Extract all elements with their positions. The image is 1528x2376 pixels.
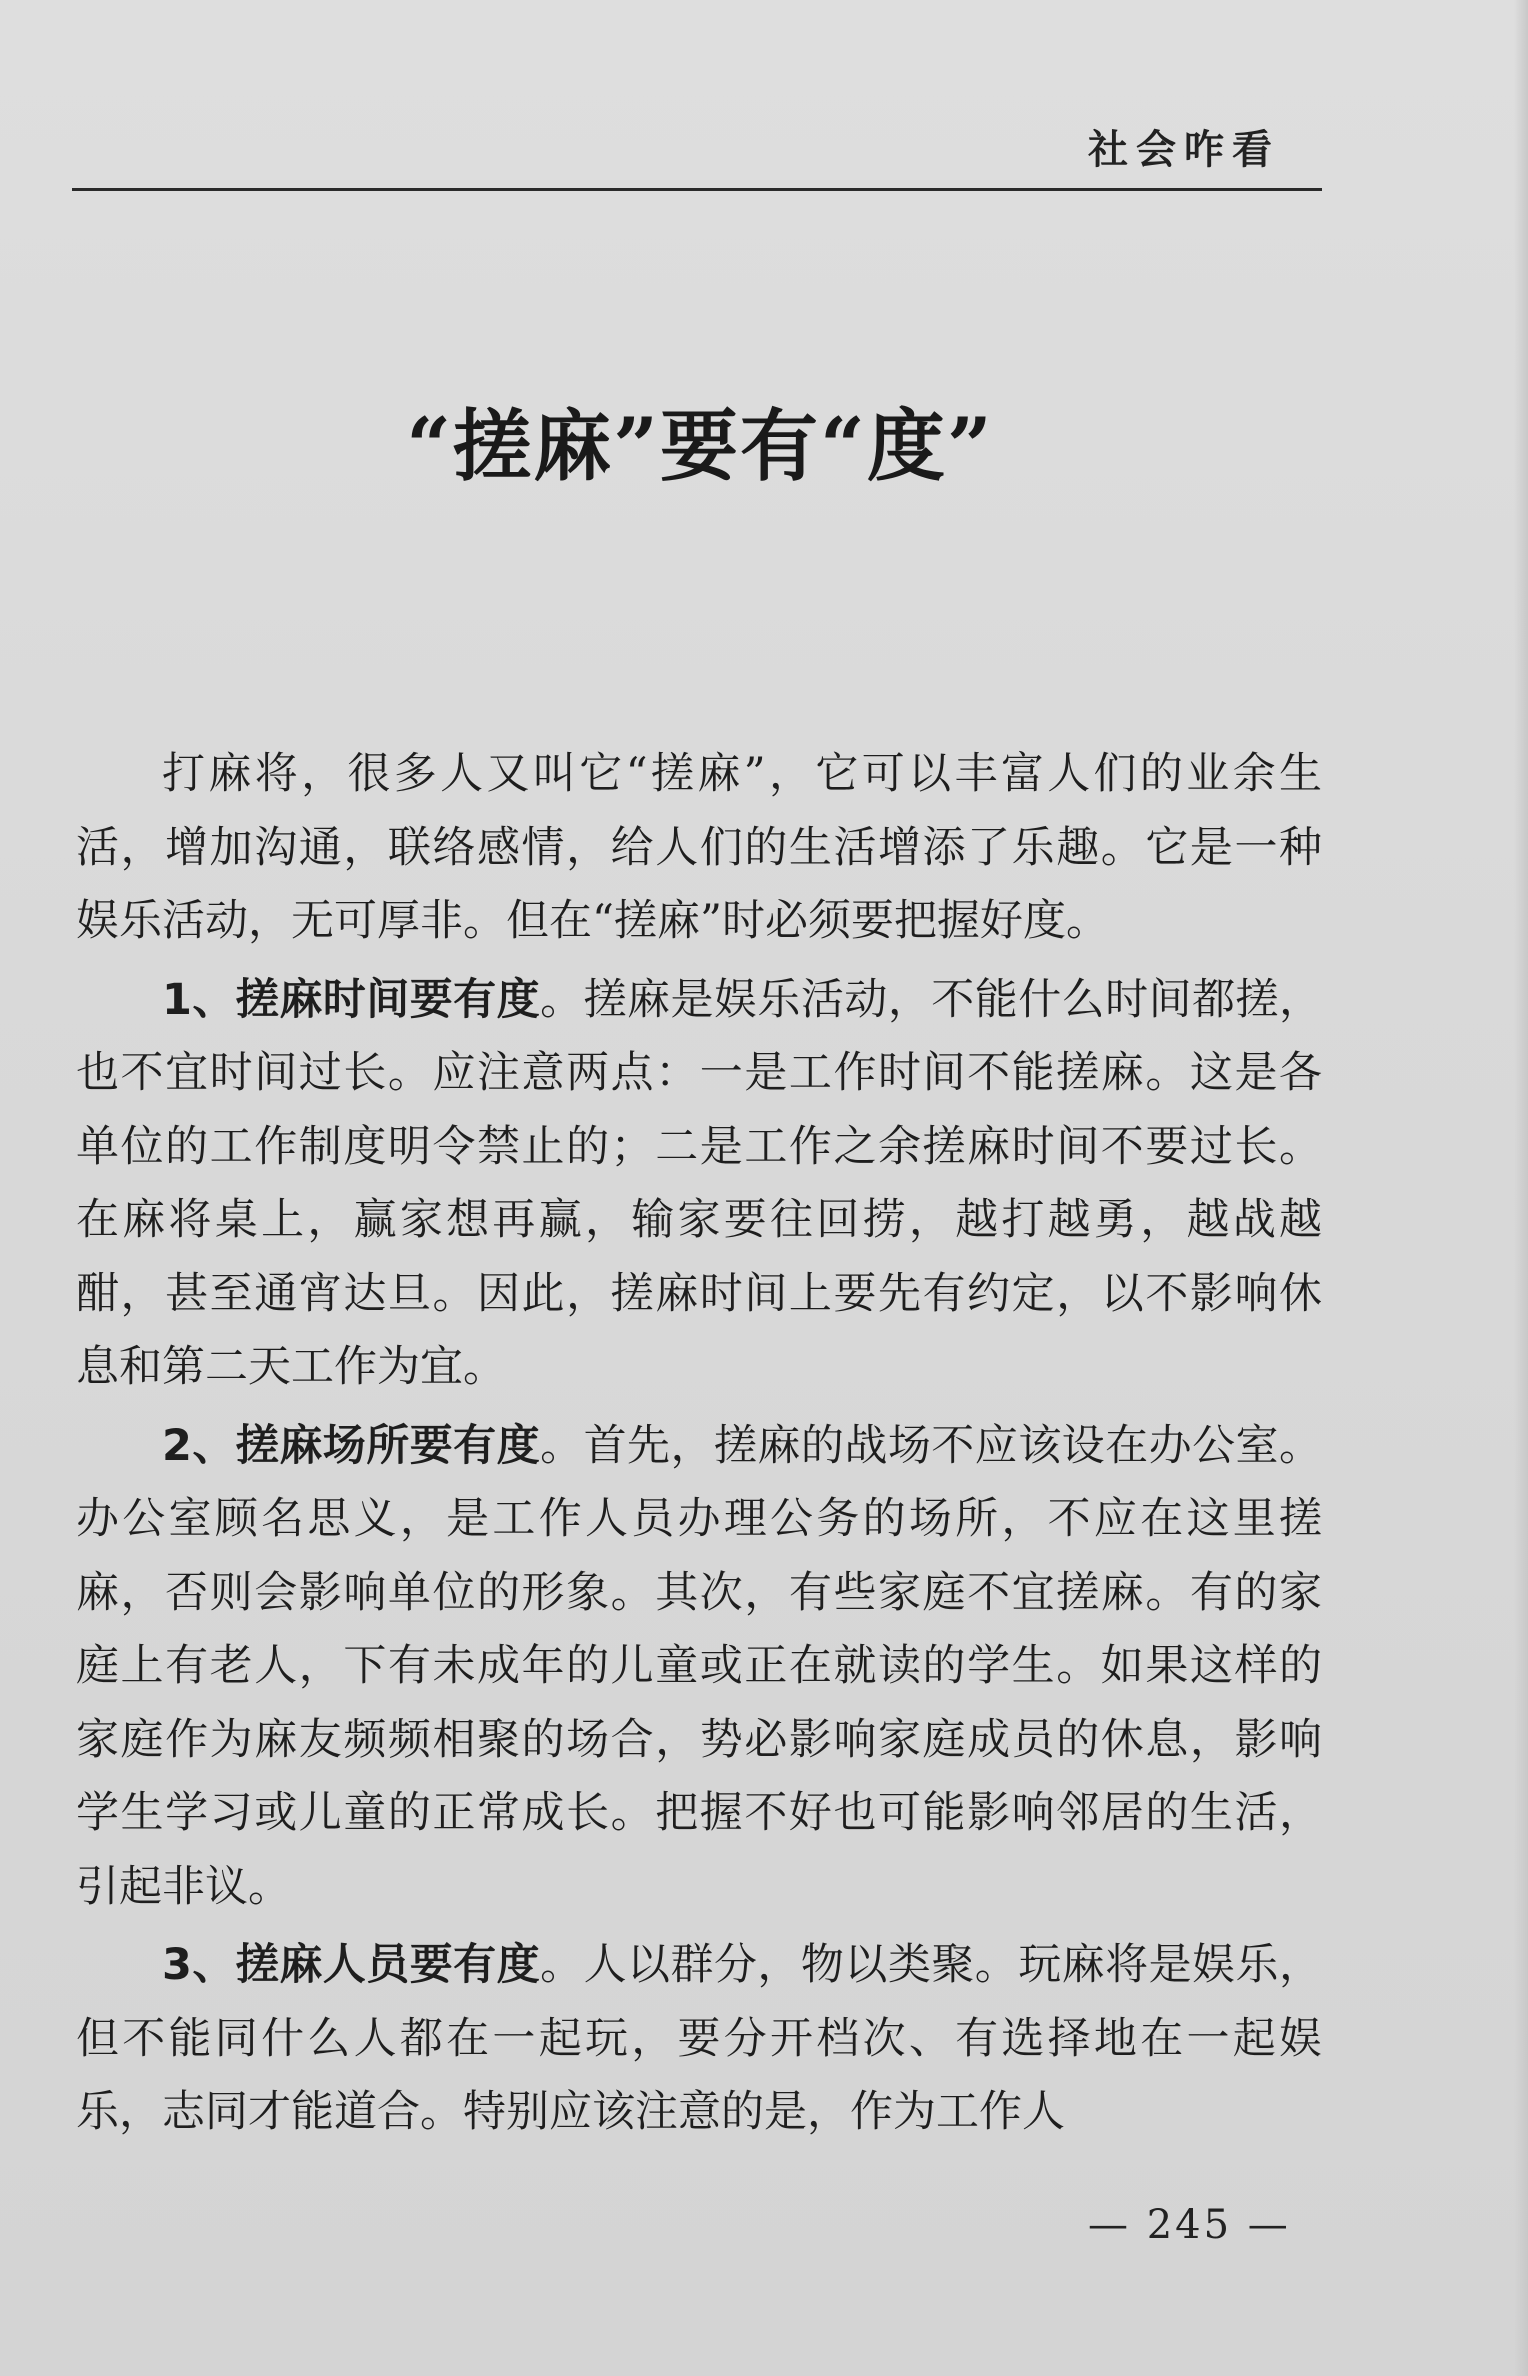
header-rule — [72, 188, 1322, 191]
article-body — [76, 738, 1322, 2150]
paragraph-time-text: 。搓麻是娱乐活动，不能什么时间都搓，也不宜时间过长。应注意两点：一是工作时间不能搓麻。这是各单位的工作制度明令禁止的；二是工作之余搓麻时间不要过长。在麻将桌上，赢家想再赢，输家要往回捞，越打越勇，越战越酣，甚至通宵达旦。因此，搓麻时间上要先有约定，以不影响休息和第二天工作为宜。 — [76, 974, 1323, 1392]
article-title: “搓麻”要有“度” — [406, 401, 994, 492]
section-heading-place: 2、搓麻场所要有度 — [162, 1420, 541, 1471]
scan-edge-shadow — [1514, 0, 1528, 2376]
paragraph-intro — [76, 738, 1322, 959]
paragraph-place — [76, 1410, 1322, 1925]
section-heading-people: 3、搓麻人员要有度 — [162, 1940, 541, 1990]
section-heading-time: 1、搓麻时间要有度 — [162, 974, 541, 1025]
paragraph-time — [76, 964, 1322, 1405]
page-number: — 245 — — [1088, 2202, 1291, 2248]
paragraph-place-text: 。首先，搓麻的战场不应该设在办公室。办公室顾名思义，是工作人员办理公务的场所，不应在这里搓麻，否则会影响单位的形象。其次，有些家庭不宜搓麻。有的家庭上有老人，下有未成年的儿童或正在就读的学生。如果这样的家庭作为麻友频频相聚的场合，势必影响家庭成员的休息，影响学生学习或儿童的正常成长。把握不好也可能影响邻居的生活，引起非议。 — [76, 1420, 1323, 1912]
running-header: 社会咋看 — [1088, 127, 1280, 173]
paragraph-people — [76, 1929, 1322, 2150]
paragraph-intro-text: 打麻将，很多人又叫它“搓麻”，它可以丰富人们的业余生活，增加沟通，联络感情，给人们的生活增添了乐趣。它是一种娱乐活动，无可厚非。但在“搓麻”时必须要把握好度。 — [76, 749, 1322, 946]
paragraph-people-text: 。人以群分，物以类聚。玩麻将是娱乐，但不能同什么人都在一起玩，要分开档次、有选择地在一起娱乐，志同才能道合。特别应该注意的是，作为工作人 — [76, 1940, 1323, 2137]
